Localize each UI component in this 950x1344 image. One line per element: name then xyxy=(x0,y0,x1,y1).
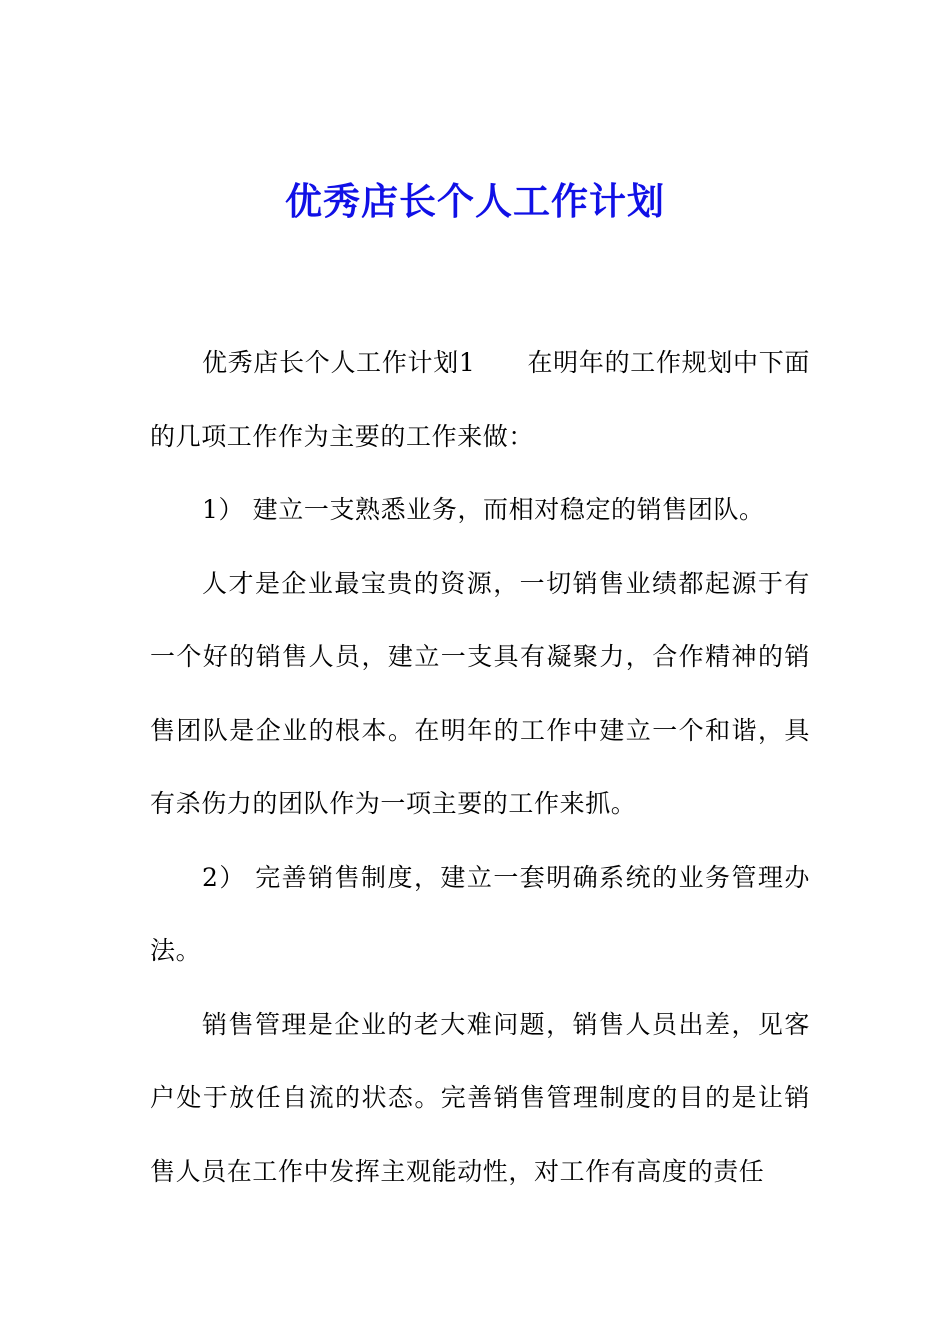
document-title: 优秀店长个人工作计划 xyxy=(285,180,665,223)
paragraph-4: 2） 完善销售制度，建立一套明确系统的业务管理办法。 xyxy=(150,862,810,965)
paragraph-5: 销售管理是企业的老大难问题，销售人员出差，见客户处于放任自流的状态。完善销售管理制度的目的是让销售人员在工作中发挥主观能动性，对工作有高度的责任 xyxy=(150,1009,810,1186)
paragraph-text: 在明年的工作规划中下面的几项工作作为主要的工作来做： xyxy=(150,348,810,451)
document-body xyxy=(150,326,810,1208)
paragraph-1 xyxy=(150,326,810,473)
paragraph-lead: 优秀店长个人工作计划1 xyxy=(202,348,476,377)
paragraph-2: 1） 建立一支熟悉业务，而相对稳定的销售团队。 xyxy=(202,495,765,524)
paragraph-3: 人才是企业最宝贵的资源，一切销售业绩都起源于有一个好的销售人员，建立一支具有凝聚力，合作精神的销售团队是企业的根本。在明年的工作中建立一个和谐，具有杀伤力的团队作为一项主要的工作来抓。 xyxy=(150,568,810,818)
